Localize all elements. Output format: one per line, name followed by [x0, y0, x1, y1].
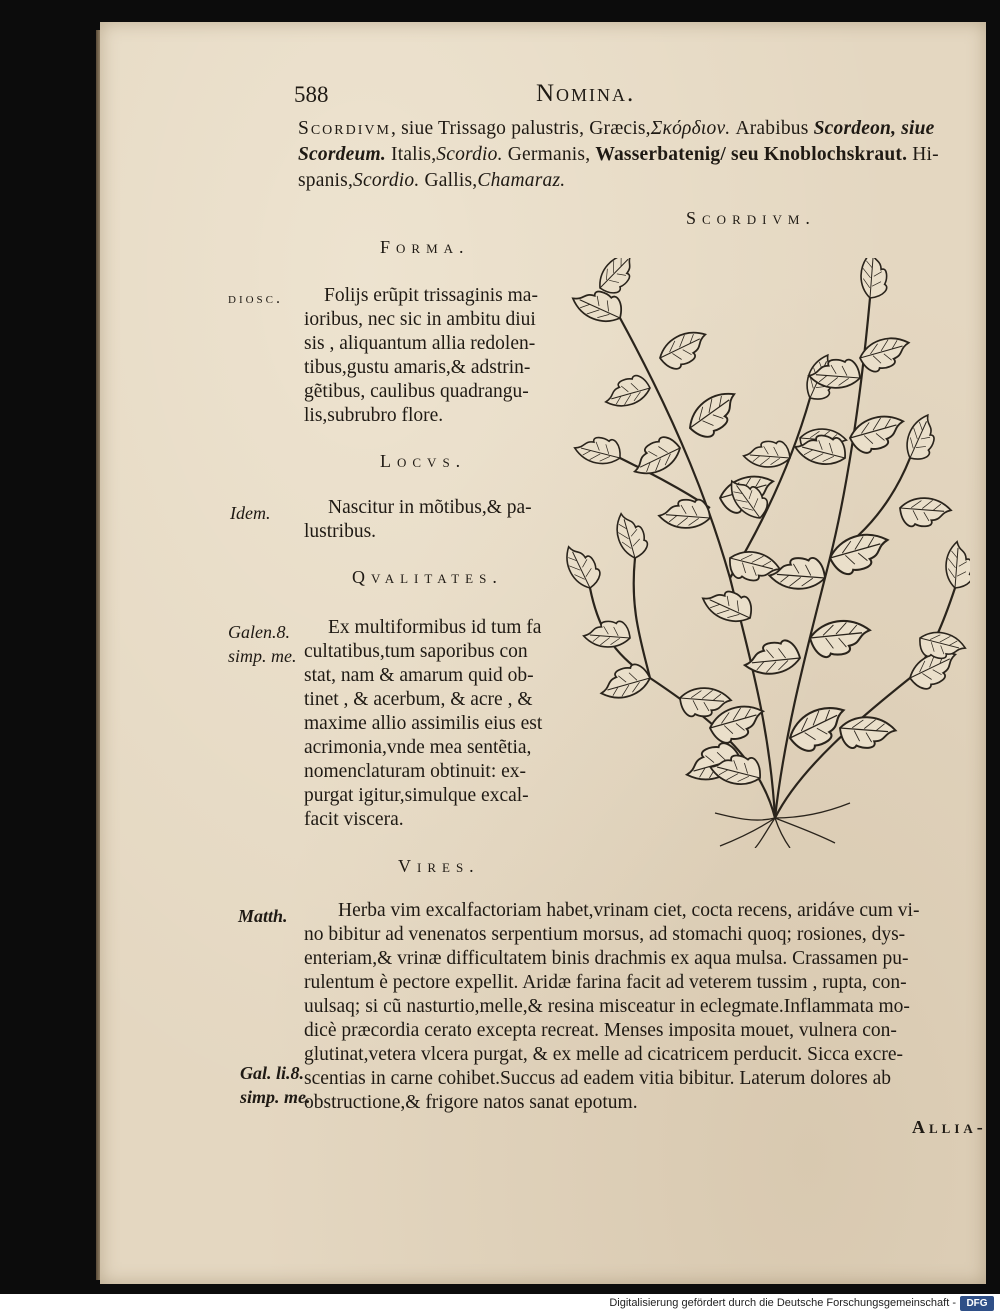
locus-line: lustribus.	[304, 521, 377, 542]
french-name: Chamaraz.	[477, 170, 566, 191]
margin-source-galen: Galen.8.	[228, 622, 290, 642]
qualitates-line: cultatibus,tum saporibus con	[304, 641, 528, 662]
nomina-line-3	[298, 170, 565, 192]
nomina-text: Germanis,	[502, 144, 596, 165]
qualitates-line: tinet , & acerbum, & acre , &	[304, 689, 533, 710]
heading-qualitates: Qvalitates.	[352, 567, 503, 587]
vires-line: Herba vim excalfactoriam habet,vrinam ciet, cocta recens, aridáve cum vi-	[338, 900, 920, 921]
nomina-text: , siue Trissago palustris, Græcis,	[390, 118, 651, 139]
latin-name: Scordeum.	[298, 144, 386, 165]
figure-caption: Scordivm.	[686, 208, 816, 228]
forma-line: lis,subrubro flore.	[304, 405, 444, 426]
vires-line: uulsaq; si cũ nasturtio,melle,& resina misceatur in eclegmate.Inflammata mo-	[304, 996, 910, 1017]
margin-source-matth: Matth.	[238, 906, 288, 926]
arabic-name: Scordeon, siue	[813, 118, 935, 139]
margin-source-gal: Gal. li.8.	[240, 1063, 305, 1083]
vires-line: glutinat,vetera vlcera purgat, & ex melle ad cicatricem perducit. Sicca excre-	[304, 1044, 903, 1065]
nomina-text: Hi-	[907, 144, 939, 165]
vires-line: no bibitur ad venenatos serpentium morsus, ad stomachi quoq; rosiones, dys-	[304, 924, 906, 945]
footer-bar	[0, 1294, 1000, 1314]
nomina-text: spanis,	[298, 170, 354, 191]
nomina-text: Italis,	[385, 144, 437, 165]
nomina-line-1	[298, 118, 935, 140]
spanish-name: Scordio.	[353, 170, 420, 191]
nomina-text: Arabibus	[730, 118, 814, 139]
forma-line: Folijs erũpit trissaginis ma-	[324, 285, 538, 306]
qualitates-line: nomenclaturam obtinuit: ex-	[304, 761, 527, 782]
qualitates-line: stat, nam & amarum quid ob-	[304, 665, 534, 686]
margin-source-simp: simp. me.	[228, 646, 297, 666]
vires-line: rulentum è pectore expellit. Aridæ farina facit ad veterem tussim , rupta, con-	[304, 972, 907, 993]
heading-locus: Locvs.	[380, 451, 467, 471]
locus-line: Nascitur in mõtibus,& pa-	[328, 497, 532, 518]
scordium-woodcut-illustration	[560, 258, 970, 848]
qualitates-line: Ex multiformibus id tum fa	[328, 617, 542, 638]
qualitates-line: acrimonia,vnde mea sentẽtia,	[304, 737, 532, 758]
nomina-line-2	[298, 144, 939, 166]
catchword: Allia-	[912, 1117, 987, 1137]
qualitates-line: facit viscera.	[304, 809, 404, 830]
forma-line: tibus,gustu amaris,& adstrin-	[304, 357, 531, 378]
nomina-text: Gallis,	[419, 170, 478, 191]
page-number: 588	[294, 82, 329, 107]
plant-name: Scordivm	[298, 118, 391, 139]
greek-name: Σκόρδιον.	[650, 118, 731, 139]
margin-source-simp: simp. me.	[240, 1087, 311, 1107]
dfg-logo: DFG	[960, 1296, 994, 1311]
footer-credit: Digitalisierung gefördert durch die Deutsche Forschungsgemeinschaft -	[609, 1297, 956, 1309]
italian-name: Scordio.	[436, 144, 503, 165]
margin-source-idem: Idem.	[230, 503, 271, 523]
forma-line: gẽtibus, caulibus quadrangu-	[304, 381, 529, 402]
heading-vires: Vires.	[398, 856, 480, 876]
qualitates-line: maxime allio assimilis eius est	[304, 713, 543, 734]
vires-line: scentias in carne cohibet.Succus ad eadem vitia bibitur. Laterum dolores ab	[304, 1068, 891, 1089]
running-title: Nomina.	[536, 80, 636, 107]
forma-line: ioribus, nec sic in ambitu diui	[304, 309, 536, 330]
vires-line: obstructione,& frigore natos sanat epotum.	[304, 1092, 638, 1113]
qualitates-line: purgat igitur,simulque excal-	[304, 785, 529, 806]
vires-line: dicè præcordia cerato excepta recreat. Menses imposita mouet, vulnera con-	[304, 1020, 897, 1041]
vires-line: enteriam,& vrinæ difficultatem binis drachmis ex aqua mulsa. Crassamen pu-	[304, 948, 909, 969]
german-name: Wasserbatenig/ seu Knoblochskraut.	[595, 144, 908, 165]
margin-source-diosc: diosc.	[228, 290, 284, 307]
forma-line: sis , aliquantum allia redolen-	[304, 333, 536, 354]
heading-forma: Forma.	[380, 237, 470, 257]
